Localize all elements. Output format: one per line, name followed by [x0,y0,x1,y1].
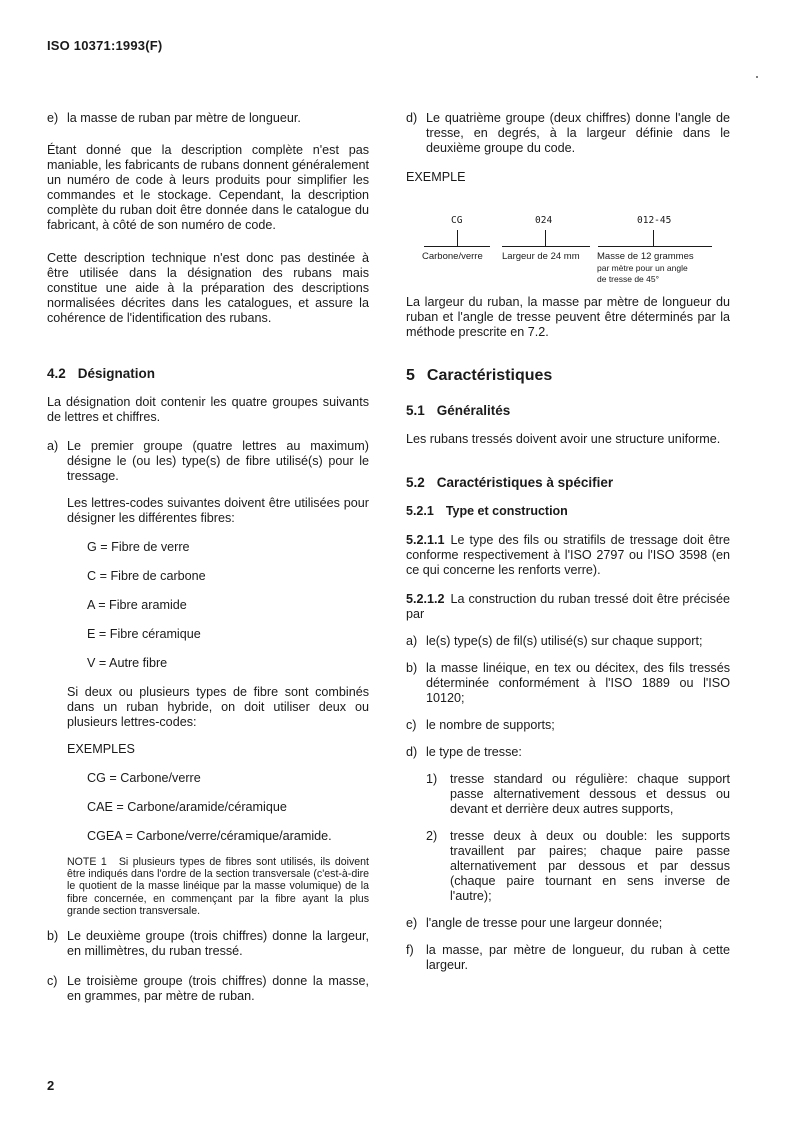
page-header: ISO 10371:1993(F) [47,38,163,53]
right-column [406,111,730,973]
section-heading-5-2: 5.2 Caractéristiques à spécifier [406,475,614,490]
diagram-code-width: 024 [535,215,553,226]
paragraph: La largeur du ruban, la masse par mètre de longueur du ruban et l'angle de tresse peuvent être déterminés par la méthode prescrite en 7.2. [406,295,730,339]
diagram-code-fibre: CG [451,215,463,226]
fibre-code: E = Fibre céramique [87,627,201,641]
section-heading-5-2-1: 5.2.1 Type et construction [406,504,568,518]
section-heading-5: 5 Caractéristiques [406,367,553,384]
sub-list-item: 1) tresse standard ou régulière: chaque support passe alternativement dessous et dessus ou devant et derrière deux autres supports, [426,772,730,816]
item-label: d) [406,111,418,125]
fibre-code-list [87,540,369,671]
diagram-bracket [502,246,590,247]
list-item: f) la masse, par mètre de longueur, du ruban à cette largeur. [406,943,730,972]
list-item-d [406,111,730,156]
diagram-bracket [598,246,712,247]
item-text: Le deuxième groupe (trois chiffres) donne la largeur, en millimètres, du ruban tressé. [67,929,369,959]
diagram-label: de tresse de 45° [597,274,659,284]
fibre-code: C = Fibre de carbone [87,569,206,583]
example-code: CG = Carbone/verre [87,771,201,785]
item-label: b) [47,929,59,944]
section-heading-4-2: 4.2 Désignation [47,366,156,381]
fibre-code: G = Fibre de verre [87,540,190,554]
diagram-code-mass-angle: 012-45 [637,215,672,226]
examples-label: EXEMPLES [67,742,135,756]
paragraph: Les rubans tressés doivent avoir une structure uniforme. [406,432,721,446]
fibre-code: V = Autre fibre [87,656,168,670]
paragraph: Étant donné que la description complète n'est pas maniable, les fabricants de rubans donnent généralement un numéro de code à leurs produits pour simplifier les commandes et le stockage. Cependant, la description complète du ruban doit être donnée dans le catalogue du fabricant, à côté de son numéro de code. [47,143,369,232]
diagram-tick [653,230,654,246]
note-1: NOTE 1 Si plusieurs types de fibres sont utilisés, ils doivent être indiqués dans l'ordre de la section transversale (c'est-à-dire le quotient de la masse linéique par la masse volumique) de la fibre concernée, en commençant par la fibre ayant la plus grande section transversale. [67,856,370,917]
list-item-b [47,929,369,959]
diagram-label: Masse de 12 grammes [597,251,694,262]
list-item: b) la masse linéique, en tex ou décitex, des fils tressés déterminée conformément à l'ISO 1889 ou l'ISO 10120; [406,661,730,705]
example-code: CGEA = Carbone/verre/céramique/aramide. [87,829,332,843]
paragraph: Les lettres-codes suivantes doivent être utilisées pour désigner les différentes fibres: [67,496,369,525]
diagram-label: Largeur de 24 mm [502,251,580,262]
paragraph: Si deux ou plusieurs types de fibre sont combinés dans un ruban hybride, on doit utiliser deux ou plusieurs lettres-codes: [67,685,369,729]
diagram-bracket [424,246,490,247]
example-label: EXEMPLE [406,170,466,184]
page-number: 2 [47,1078,55,1093]
list-item: d) le type de tresse: [406,745,522,759]
list-item: c) le nombre de supports; [406,718,555,732]
sub-list-item: 2) tresse deux à deux ou double: les supports travaillent par paires; chaque paire passe alternativement par dessous et par dessus (chaque paire tournant en sens inverse de l'autre); [426,829,730,903]
item-text: Le quatrième groupe (deux chiffres) donne l'angle de tresse, en degrés, à la largeur définie dans le deuxième groupe du code. [426,111,730,155]
left-column [47,111,369,1004]
item-label: c) [47,974,58,989]
paragraph-5-2-1-2: 5.2.1.2 La construction du ruban tressé doit être précisée par [406,592,730,621]
list-item: a) le(s) type(s) de fil(s) utilisé(s) sur chaque support; [406,634,703,648]
section-heading-5-1: 5.1 Généralités [406,403,511,418]
list-item: e) l'angle de tresse pour une largeur donnée; [406,916,663,930]
list-item-a [47,439,369,484]
fibre-code: A = Fibre aramide [87,598,187,612]
paragraph-5-2-1-1: 5.2.1.1 Le type des fils ou stratifils de tressage doit être conforme respectivement à l'ISO 2797 ou l'ISO 3598 (en ce qui concerne les renforts verre). [406,533,730,577]
item-label: a) [47,439,59,453]
example-list [87,771,369,844]
item-label: e) [47,111,59,125]
list-item-e [47,111,369,126]
paragraph: La désignation doit contenir les quatre groupes suivants de lettres et chiffres. [47,395,369,424]
scan-speck [756,76,758,78]
designation-diagram [406,185,726,284]
list-item-c [47,974,369,1004]
diagram-tick [545,230,546,246]
paragraph: Cette description technique n'est donc pas destinée à être utilisée dans la désignation des rubans mais constitue une aide à la préparation des descriptions normalisées décrites dans les catalogues, et assure la cohérence de l'identification des rubans. [47,251,369,325]
example-code: CAE = Carbone/aramide/céramique [87,800,287,814]
diagram-label: Carbone/verre [422,251,483,262]
item-text: la masse de ruban par mètre de longueur. [67,111,301,125]
diagram-label: par mètre pour un angle [597,263,688,273]
item-text: Le premier groupe (quatre lettres au maximum) désigne le (ou les) type(s) de fibre utilisé(s) pour le tressage. [67,439,369,483]
item-text: Le troisième groupe (trois chiffres) donne la masse, en grammes, par mètre de ruban. [67,974,369,1004]
diagram-tick [457,230,458,246]
